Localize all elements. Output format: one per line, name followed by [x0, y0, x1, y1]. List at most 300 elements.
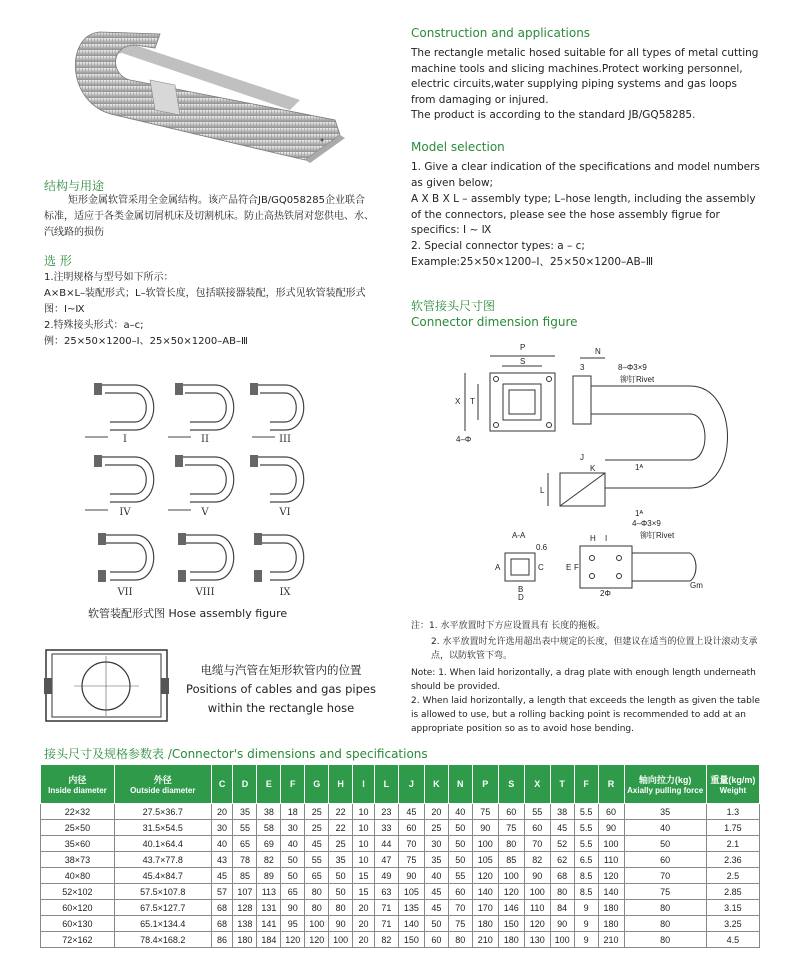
table-cell: 3.25	[706, 916, 759, 932]
table-cell: 78.4×168.2	[114, 932, 211, 948]
table-cell: 38	[257, 804, 281, 820]
table-cell: 100	[498, 868, 524, 884]
table-cell: 130	[524, 932, 550, 948]
header-label: 轴向拉力(kg)	[638, 775, 692, 785]
dim-i: I	[605, 534, 608, 543]
header-label-en: Outside diameter	[130, 786, 196, 795]
dim-3: 3	[580, 363, 585, 372]
table-cell: 75	[498, 820, 524, 836]
table-header-row	[41, 765, 760, 804]
table-cell: 75	[624, 884, 706, 900]
position-title-en-2: within the rectangle hose	[207, 701, 355, 715]
dim-a: A	[495, 563, 501, 572]
table-cell: 120	[498, 884, 524, 900]
table-cell: 68	[211, 916, 233, 932]
dim-holes-1: 8–Φ3×9	[618, 363, 647, 372]
table-cell: 120	[524, 916, 550, 932]
dim-aa: A-A	[512, 531, 526, 540]
table-cell: 40.1×64.4	[114, 836, 211, 852]
table-cell: 50	[448, 852, 472, 868]
table-row	[41, 868, 760, 884]
table-cell: 25	[305, 804, 329, 820]
table-cell: 60	[624, 852, 706, 868]
dim-h: H	[590, 534, 596, 543]
table-cell: 86	[211, 932, 233, 948]
note-en-1: Note: 1. When laid horizontally, a drag plate with enough length underneath should be provided.	[411, 668, 756, 692]
table-header-5	[281, 765, 305, 804]
table-cell: 57	[211, 884, 233, 900]
table-cell: 71	[374, 916, 398, 932]
table-cell: 78	[233, 852, 257, 868]
table-cell: 120	[281, 932, 305, 948]
table-header-15	[524, 765, 550, 804]
table-cell: 40	[424, 868, 448, 884]
table-cell: 80	[624, 932, 706, 948]
table-cell: 52	[550, 836, 574, 852]
table-cell: 60	[424, 932, 448, 948]
table-cell: 45.4×84.7	[114, 868, 211, 884]
table-cell: 20	[424, 804, 448, 820]
table-cell: 22	[329, 804, 353, 820]
table-cell: 40×80	[41, 868, 115, 884]
table-cell: 180	[233, 932, 257, 948]
header-label: X	[534, 779, 541, 789]
table-cell: 138	[233, 916, 257, 932]
table-cell: 1.3	[706, 804, 759, 820]
table-header-0	[41, 765, 115, 804]
table-cell: 50	[281, 852, 305, 868]
table-cell: 65	[281, 884, 305, 900]
selection-line-2: A×B×L–装配形式；L–软管长度，包括联接器装配，形式见软管装配形式图：Ⅰ~Ⅸ	[44, 288, 366, 315]
table-cell: 5.5	[574, 820, 598, 836]
table-cell: 68	[211, 900, 233, 916]
table-cell: 100	[329, 932, 353, 948]
header-label: J	[408, 779, 414, 789]
table-cell: 89	[257, 868, 281, 884]
table-cell: 110	[598, 852, 624, 868]
table-cell: 100	[305, 916, 329, 932]
structure-title: 结构与用途	[44, 179, 105, 193]
table-cell: 25	[424, 820, 448, 836]
table-cell: 40	[624, 820, 706, 836]
construction-standard: The product is according to the standard JB/GQ58285.	[411, 109, 696, 121]
table-cell: 100	[598, 836, 624, 852]
table-header-17	[574, 765, 598, 804]
table-cell: 67.5×127.7	[114, 900, 211, 916]
table-cell: 90	[598, 820, 624, 836]
dim-gm: Gm	[690, 581, 703, 590]
table-cell: 22×32	[41, 804, 115, 820]
table-header-1	[114, 765, 211, 804]
table-cell: 105	[472, 852, 498, 868]
spec-table	[40, 764, 760, 948]
header-label: N	[456, 779, 464, 789]
table-cell: 45	[424, 884, 448, 900]
table-cell: 184	[257, 932, 281, 948]
dim-n: N	[595, 347, 601, 356]
table-cell: 68	[550, 868, 574, 884]
table-header-4	[257, 765, 281, 804]
table-cell: 50	[448, 836, 472, 852]
dim-f: F	[574, 563, 579, 572]
table-cell: 210	[472, 932, 498, 948]
table-cell: 70	[524, 836, 550, 852]
table-row	[41, 804, 760, 820]
table-cell: 55	[524, 804, 550, 820]
table-header-19	[624, 765, 706, 804]
table-cell: 80	[329, 900, 353, 916]
dim-c: C	[538, 563, 544, 572]
table-cell: 60	[498, 804, 524, 820]
connector-title-en: Connector dimension figure	[411, 315, 578, 329]
table-cell: 35	[424, 852, 448, 868]
product-hose-image	[60, 20, 360, 170]
table-header-10	[398, 765, 424, 804]
table-cell: 15	[353, 868, 375, 884]
dim-t: T	[470, 397, 475, 406]
table-cell: 38	[550, 804, 574, 820]
table-cell: 150	[398, 932, 424, 948]
table-cell: 20	[353, 932, 375, 948]
header-label-en: Axially pulling force	[627, 786, 704, 795]
table-cell: 3.15	[706, 900, 759, 916]
table-cell: 49	[374, 868, 398, 884]
table-cell: 180	[498, 932, 524, 948]
table-cell: 110	[524, 900, 550, 916]
assembly-label-7: VII	[117, 587, 133, 598]
table-header-16	[550, 765, 574, 804]
table-header-3	[233, 765, 257, 804]
assembly-label-4: IV	[119, 507, 131, 518]
construction-title: Construction and applications	[411, 26, 591, 40]
table-cell: 75	[472, 804, 498, 820]
table-cell: 2.1	[706, 836, 759, 852]
table-header-2	[211, 765, 233, 804]
table-header-7	[329, 765, 353, 804]
table-cell: 75	[448, 916, 472, 932]
table-header-20	[706, 765, 759, 804]
table-cell: 20	[353, 900, 375, 916]
selection-line-1: 1.注明规格与型号如下所示：	[44, 272, 174, 283]
table-cell: 45	[211, 868, 233, 884]
table-cell: 9	[574, 932, 598, 948]
note-cn-2: 2. 水平放置时允许选用超出表中规定的长度，但建议在适当的位置上设计滚动支承点，以防软管下弯。	[431, 637, 758, 661]
table-cell: 80	[550, 884, 574, 900]
table-cell: 113	[257, 884, 281, 900]
header-label: E	[265, 779, 272, 789]
header-label: T	[559, 779, 565, 789]
table-cell: 30	[424, 836, 448, 852]
assembly-label-5: V	[201, 507, 209, 518]
table-cell: 70	[448, 900, 472, 916]
table-cell: 35×60	[41, 836, 115, 852]
dim-1a: 1ᴬ	[635, 463, 644, 472]
table-cell: 120	[472, 868, 498, 884]
model-line-4: Example:25×50×1200–Ⅰ、25×50×1200–AB–Ⅲ	[411, 256, 654, 268]
table-cell: 30	[211, 820, 233, 836]
table-header-14	[498, 765, 524, 804]
dim-j: J	[580, 453, 584, 462]
table-cell: 128	[233, 900, 257, 916]
table-cell: 90	[524, 868, 550, 884]
table-cell: 45	[398, 804, 424, 820]
assembly-label-9: IX	[279, 587, 291, 598]
selection-line-4: 例：25×50×1200–Ⅰ、25×50×1200–AB–Ⅲ	[44, 336, 248, 347]
table-cell: 82	[257, 852, 281, 868]
table-cell: 22	[329, 820, 353, 836]
table-cell: 80	[305, 884, 329, 900]
header-label: P	[482, 779, 489, 789]
dim-k: K	[590, 464, 596, 473]
header-label: D	[241, 779, 249, 789]
dim-e: E	[566, 563, 572, 572]
table-cell: 71	[374, 900, 398, 916]
table-cell: 62	[550, 852, 574, 868]
table-cell: 50	[448, 820, 472, 836]
header-label: I	[362, 779, 365, 789]
table-cell: 80	[305, 900, 329, 916]
table-cell: 9	[574, 900, 598, 916]
header-label: L	[383, 779, 390, 789]
assembly-caption: 软管装配形式图 Hose assembly figure	[88, 607, 288, 620]
table-cell: 70	[624, 868, 706, 884]
table-row	[41, 900, 760, 916]
table-cell: 43.7×77.8	[114, 852, 211, 868]
cross-section-figure	[44, 648, 169, 723]
table-cell: 80	[448, 932, 472, 948]
table-header-11	[424, 765, 448, 804]
table-cell: 10	[353, 836, 375, 852]
table-cell: 100	[472, 836, 498, 852]
table-cell: 50	[329, 884, 353, 900]
table-cell: 55	[233, 820, 257, 836]
table-cell: 90	[472, 820, 498, 836]
header-label: C	[218, 779, 226, 789]
note-cn-1: 注：1. 水平放置时下方应设置具有 长度的拖板。	[411, 621, 606, 631]
table-cell: 1.75	[706, 820, 759, 836]
table-cell: 52×102	[41, 884, 115, 900]
dim-holes-2: 4–Φ3×9	[632, 519, 661, 528]
table-cell: 5.5	[574, 804, 598, 820]
table-cell: 45	[305, 836, 329, 852]
assembly-label-2: II	[201, 434, 209, 445]
header-label: 内径	[68, 775, 87, 785]
dim-l: L	[540, 486, 545, 495]
table-cell: 20	[353, 916, 375, 932]
table-cell: 107	[233, 884, 257, 900]
table-cell: 69	[257, 836, 281, 852]
table-cell: 60	[524, 820, 550, 836]
table-cell: 6.5	[574, 852, 598, 868]
table-cell: 100	[550, 932, 574, 948]
table-cell: 90	[550, 916, 574, 932]
table-cell: 60×130	[41, 916, 115, 932]
header-label: K	[433, 779, 440, 789]
table-cell: 55	[448, 868, 472, 884]
table-cell: 140	[398, 916, 424, 932]
table-row	[41, 836, 760, 852]
table-cell: 85	[498, 852, 524, 868]
dim-rivet-2: 铆钉Rivet	[640, 531, 675, 540]
table-cell: 90	[398, 868, 424, 884]
table-cell: 45	[550, 820, 574, 836]
table-cell: 18	[281, 804, 305, 820]
assembly-label-8: VIII	[195, 587, 215, 598]
table-header-12	[448, 765, 472, 804]
table-cell: 82	[374, 932, 398, 948]
table-cell: 140	[598, 884, 624, 900]
header-label: F	[583, 779, 589, 789]
table-title: 接头尺寸及规格参数表 /Connector's dimensions and specifications	[44, 747, 428, 761]
table-header-18	[598, 765, 624, 804]
table-cell: 2.5	[706, 868, 759, 884]
table-cell: 60×120	[41, 900, 115, 916]
model-title: Model selection	[411, 140, 505, 154]
table-cell: 50	[424, 916, 448, 932]
table-cell: 60	[448, 884, 472, 900]
dim-2-phi: 2Φ	[600, 589, 611, 598]
table-cell: 58	[257, 820, 281, 836]
table-cell: 141	[257, 916, 281, 932]
table-cell: 55	[305, 852, 329, 868]
table-cell: 8.5	[574, 868, 598, 884]
table-cell: 10	[353, 804, 375, 820]
assembly-label-1: I	[123, 434, 127, 445]
dim-b: B	[518, 585, 524, 594]
table-cell: 72×162	[41, 932, 115, 948]
table-cell: 25	[329, 836, 353, 852]
table-cell: 80	[624, 916, 706, 932]
table-cell: 65.1×134.4	[114, 916, 211, 932]
table-header-6	[305, 765, 329, 804]
table-cell: 131	[257, 900, 281, 916]
table-cell: 2.36	[706, 852, 759, 868]
table-cell: 70	[398, 836, 424, 852]
dim-p: P	[520, 343, 526, 352]
table-cell: 65	[233, 836, 257, 852]
table-cell: 35	[624, 804, 706, 820]
table-cell: 9	[574, 916, 598, 932]
table-cell: 10	[353, 852, 375, 868]
table-cell: 50	[329, 868, 353, 884]
model-line-2: A X B X L – assembly type; L–hose length, including the assembly of the connectors, please see the hose assembly figrue for specifics: Ⅰ ~ Ⅸ	[411, 193, 756, 236]
table-cell: 2.85	[706, 884, 759, 900]
selection-title: 选 形	[44, 254, 72, 268]
table-cell: 150	[498, 916, 524, 932]
header-label-en: Weight	[719, 786, 747, 795]
table-cell: 75	[398, 852, 424, 868]
header-label: F	[290, 779, 296, 789]
assembly-label-6: VI	[279, 507, 291, 518]
dim-4-phi: 4–Φ	[456, 435, 472, 444]
table-cell: 33	[374, 820, 398, 836]
table-cell: 31.5×54.5	[114, 820, 211, 836]
table-cell: 63	[374, 884, 398, 900]
note-en-2: 2. When laid horizontally, a length that exceeds the length as given the table is allowed to use, but a rolling backing point is recommended to add at an appropriate position so as to avoid hose bending.	[411, 696, 760, 734]
dim-s: S	[520, 357, 526, 366]
header-label: H	[337, 779, 344, 789]
header-label-en: Inside diameter	[48, 786, 107, 795]
dim-x: X	[455, 397, 461, 406]
model-line-3: 2. Special connector types: a – c;	[411, 240, 585, 252]
table-cell: 170	[472, 900, 498, 916]
table-cell: 5.5	[574, 836, 598, 852]
table-cell: 84	[550, 900, 574, 916]
table-cell: 82	[524, 852, 550, 868]
table-cell: 35	[233, 804, 257, 820]
table-cell: 60	[598, 804, 624, 820]
dim-d: D	[518, 593, 524, 600]
table-cell: 40	[448, 804, 472, 820]
table-row	[41, 916, 760, 932]
table-cell: 20	[211, 804, 233, 820]
table-cell: 100	[524, 884, 550, 900]
connector-dimension-figure	[440, 338, 770, 600]
table-cell: 90	[329, 916, 353, 932]
model-line-1: 1. Give a clear indication of the specifications and model numbers as given below;	[411, 161, 760, 189]
table-row	[41, 884, 760, 900]
table-cell: 140	[472, 884, 498, 900]
table-cell: 146	[498, 900, 524, 916]
header-label: S	[508, 779, 515, 789]
table-cell: 65	[305, 868, 329, 884]
table-cell: 50	[281, 868, 305, 884]
table-header-8	[353, 765, 375, 804]
table-cell: 10	[353, 820, 375, 836]
table-cell: 43	[211, 852, 233, 868]
header-label: R	[607, 779, 615, 789]
table-cell: 30	[281, 820, 305, 836]
table-cell: 180	[598, 900, 624, 916]
table-cell: 25	[305, 820, 329, 836]
header-label: 外径	[153, 775, 172, 785]
table-cell: 25×50	[41, 820, 115, 836]
table-cell: 120	[305, 932, 329, 948]
header-label: G	[313, 779, 321, 789]
table-cell: 210	[598, 932, 624, 948]
table-cell: 50	[624, 836, 706, 852]
hose-assembly-figure	[80, 375, 340, 600]
table-cell: 120	[598, 868, 624, 884]
table-cell: 27.5×36.7	[114, 804, 211, 820]
table-cell: 135	[398, 900, 424, 916]
table-header-13	[472, 765, 498, 804]
position-title-en-1: Positions of cables and gas pipes	[186, 682, 376, 696]
position-title-cn: 电缆与汽管在矩形软管内的位置	[200, 663, 362, 677]
structure-body: 矩形金属软管采用全金属结构。该产品符合JB/GQ058285企业联合标准，适应于各类金属切屑机床及切割机床。防止高热铁屑对您供电、水、汽线路的损伤	[44, 195, 374, 238]
table-cell: 90	[281, 900, 305, 916]
table-cell: 15	[353, 884, 375, 900]
table-cell: 40	[211, 836, 233, 852]
table-cell: 40	[281, 836, 305, 852]
selection-line-3: 2.特殊接头形式：a–c;	[44, 320, 144, 331]
table-cell: 85	[233, 868, 257, 884]
table-row	[41, 820, 760, 836]
table-cell: 23	[374, 804, 398, 820]
table-cell: 44	[374, 836, 398, 852]
table-header-9	[374, 765, 398, 804]
table-cell: 180	[472, 916, 498, 932]
connector-title-cn: 软管接头尺寸图	[411, 299, 496, 313]
assembly-label-3: III	[279, 434, 291, 445]
table-cell: 8.5	[574, 884, 598, 900]
header-label: 重量(kg/m)	[710, 775, 756, 785]
dim-rivet-1: 铆钉Rivet	[620, 375, 655, 384]
table-cell: 45	[424, 900, 448, 916]
table-cell: 57.5×107.8	[114, 884, 211, 900]
table-cell: 95	[281, 916, 305, 932]
table-cell: 105	[398, 884, 424, 900]
